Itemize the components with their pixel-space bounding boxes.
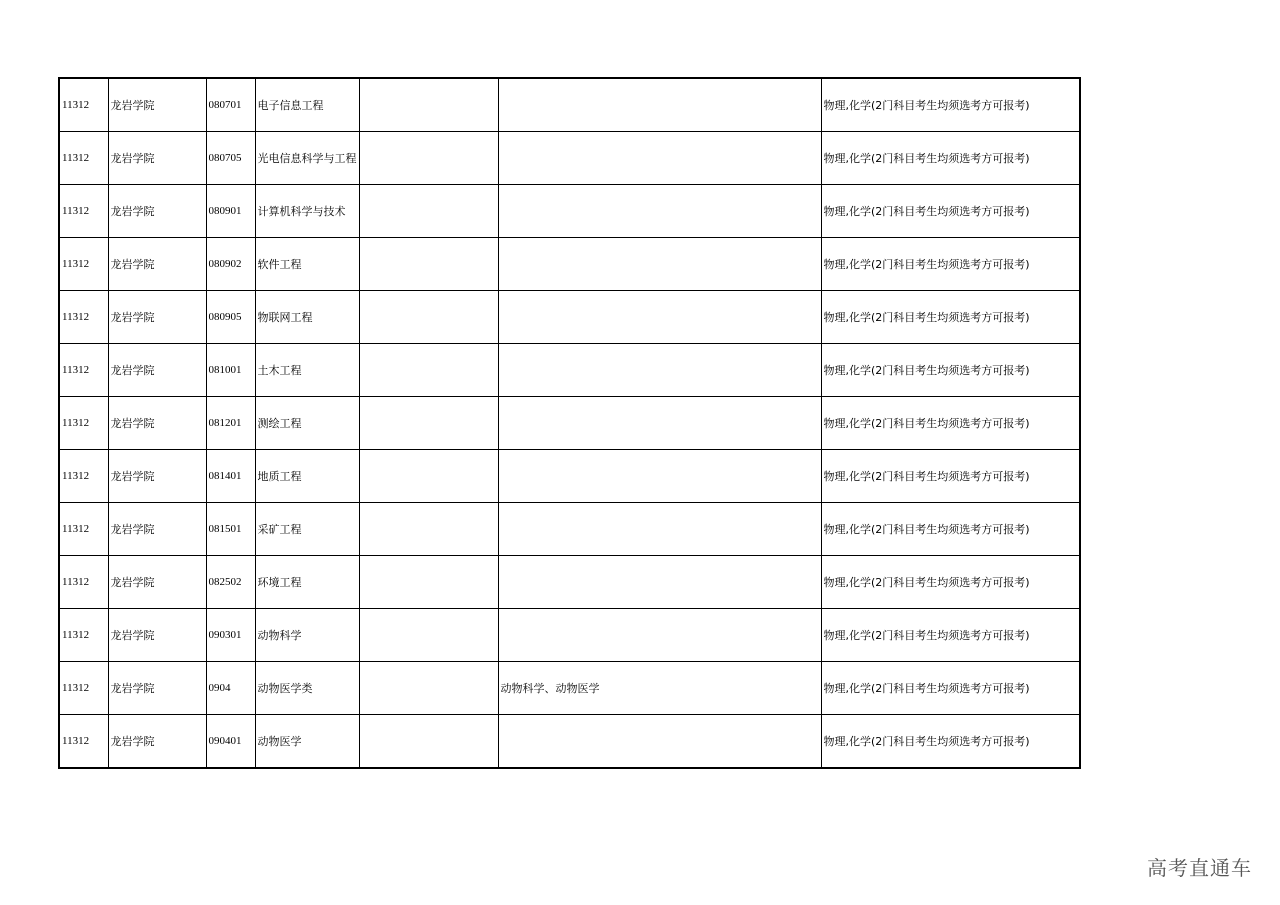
major-name-cell: 采矿工程: [255, 503, 359, 556]
school-code-cell: 11312: [59, 185, 108, 238]
note-cell: [359, 185, 498, 238]
note-cell: [359, 715, 498, 769]
subject-requirement-cell: 物理,化学(2门科目考生均须选考方可报考): [821, 503, 1080, 556]
subject-requirement-cell: 物理,化学(2门科目考生均须选考方可报考): [821, 715, 1080, 769]
school-name-cell: 龙岩学院: [108, 132, 206, 185]
included-majors-cell: [498, 185, 821, 238]
major-code-cell: 090301: [206, 609, 255, 662]
subject-requirement-cell: 物理,化学(2门科目考生均须选考方可报考): [821, 78, 1080, 132]
major-code-cell: 081501: [206, 503, 255, 556]
included-majors-cell: [498, 715, 821, 769]
included-majors-cell: [498, 238, 821, 291]
included-majors-cell: [498, 609, 821, 662]
note-cell: [359, 344, 498, 397]
subject-requirement-cell: 物理,化学(2门科目考生均须选考方可报考): [821, 662, 1080, 715]
school-code-cell: 11312: [59, 78, 108, 132]
table-row: [59, 132, 1080, 185]
subject-requirement-cell: 物理,化学(2门科目考生均须选考方可报考): [821, 609, 1080, 662]
major-name-cell: 光电信息科学与工程: [255, 132, 359, 185]
school-name-cell: 龙岩学院: [108, 609, 206, 662]
subject-requirement-cell: 物理,化学(2门科目考生均须选考方可报考): [821, 556, 1080, 609]
school-code-cell: 11312: [59, 556, 108, 609]
note-cell: [359, 556, 498, 609]
included-majors-cell: [498, 78, 821, 132]
included-majors-cell: 动物科学、动物医学: [498, 662, 821, 715]
subject-requirement-cell: 物理,化学(2门科目考生均须选考方可报考): [821, 397, 1080, 450]
school-name-cell: 龙岩学院: [108, 78, 206, 132]
subject-requirement-cell: 物理,化学(2门科目考生均须选考方可报考): [821, 185, 1080, 238]
subject-requirements-table: [58, 77, 1081, 769]
watermark-logo: 高考直通车: [1147, 856, 1252, 880]
school-code-cell: 11312: [59, 609, 108, 662]
included-majors-cell: [498, 291, 821, 344]
subject-requirement-cell: 物理,化学(2门科目考生均须选考方可报考): [821, 344, 1080, 397]
table-row: [59, 450, 1080, 503]
note-cell: [359, 397, 498, 450]
major-code-cell: 0904: [206, 662, 255, 715]
note-cell: [359, 291, 498, 344]
major-name-cell: 计算机科学与技术: [255, 185, 359, 238]
major-name-cell: 动物医学类: [255, 662, 359, 715]
subject-requirement-cell: 物理,化学(2门科目考生均须选考方可报考): [821, 291, 1080, 344]
note-cell: [359, 238, 498, 291]
school-code-cell: 11312: [59, 132, 108, 185]
school-code-cell: 11312: [59, 715, 108, 769]
note-cell: [359, 450, 498, 503]
table-body: [59, 78, 1080, 768]
included-majors-cell: [498, 450, 821, 503]
major-code-cell: 080901: [206, 185, 255, 238]
note-cell: [359, 132, 498, 185]
school-name-cell: 龙岩学院: [108, 291, 206, 344]
included-majors-cell: [498, 503, 821, 556]
table-row: [59, 609, 1080, 662]
major-code-cell: 090401: [206, 715, 255, 769]
school-name-cell: 龙岩学院: [108, 397, 206, 450]
major-name-cell: 环境工程: [255, 556, 359, 609]
school-name-cell: 龙岩学院: [108, 556, 206, 609]
table-row: [59, 397, 1080, 450]
school-name-cell: 龙岩学院: [108, 238, 206, 291]
major-name-cell: 电子信息工程: [255, 78, 359, 132]
subject-requirement-cell: 物理,化学(2门科目考生均须选考方可报考): [821, 450, 1080, 503]
note-cell: [359, 609, 498, 662]
school-name-cell: 龙岩学院: [108, 344, 206, 397]
school-name-cell: 龙岩学院: [108, 450, 206, 503]
major-code-cell: 081201: [206, 397, 255, 450]
included-majors-cell: [498, 132, 821, 185]
table-row: [59, 344, 1080, 397]
major-name-cell: 动物医学: [255, 715, 359, 769]
school-name-cell: 龙岩学院: [108, 185, 206, 238]
major-name-cell: 物联网工程: [255, 291, 359, 344]
school-name-cell: 龙岩学院: [108, 503, 206, 556]
major-code-cell: 080902: [206, 238, 255, 291]
table-row: [59, 715, 1080, 769]
major-name-cell: 土木工程: [255, 344, 359, 397]
major-code-cell: 081001: [206, 344, 255, 397]
major-code-cell: 081401: [206, 450, 255, 503]
major-name-cell: 软件工程: [255, 238, 359, 291]
table-row: [59, 238, 1080, 291]
note-cell: [359, 78, 498, 132]
note-cell: [359, 503, 498, 556]
subject-requirement-cell: 物理,化学(2门科目考生均须选考方可报考): [821, 132, 1080, 185]
major-code-cell: 080905: [206, 291, 255, 344]
school-code-cell: 11312: [59, 503, 108, 556]
included-majors-cell: [498, 344, 821, 397]
major-name-cell: 地质工程: [255, 450, 359, 503]
included-majors-cell: [498, 397, 821, 450]
table-row: [59, 291, 1080, 344]
table-row: [59, 503, 1080, 556]
school-code-cell: 11312: [59, 450, 108, 503]
school-code-cell: 11312: [59, 344, 108, 397]
table-row: [59, 78, 1080, 132]
table-row: [59, 185, 1080, 238]
major-code-cell: 080701: [206, 78, 255, 132]
school-name-cell: 龙岩学院: [108, 662, 206, 715]
subject-requirement-cell: 物理,化学(2门科目考生均须选考方可报考): [821, 238, 1080, 291]
school-code-cell: 11312: [59, 291, 108, 344]
included-majors-cell: [498, 556, 821, 609]
school-code-cell: 11312: [59, 662, 108, 715]
major-code-cell: 080705: [206, 132, 255, 185]
table-row: [59, 662, 1080, 715]
major-name-cell: 动物科学: [255, 609, 359, 662]
school-code-cell: 11312: [59, 397, 108, 450]
major-code-cell: 082502: [206, 556, 255, 609]
major-name-cell: 测绘工程: [255, 397, 359, 450]
note-cell: [359, 662, 498, 715]
school-name-cell: 龙岩学院: [108, 715, 206, 769]
table-row: [59, 556, 1080, 609]
school-code-cell: 11312: [59, 238, 108, 291]
